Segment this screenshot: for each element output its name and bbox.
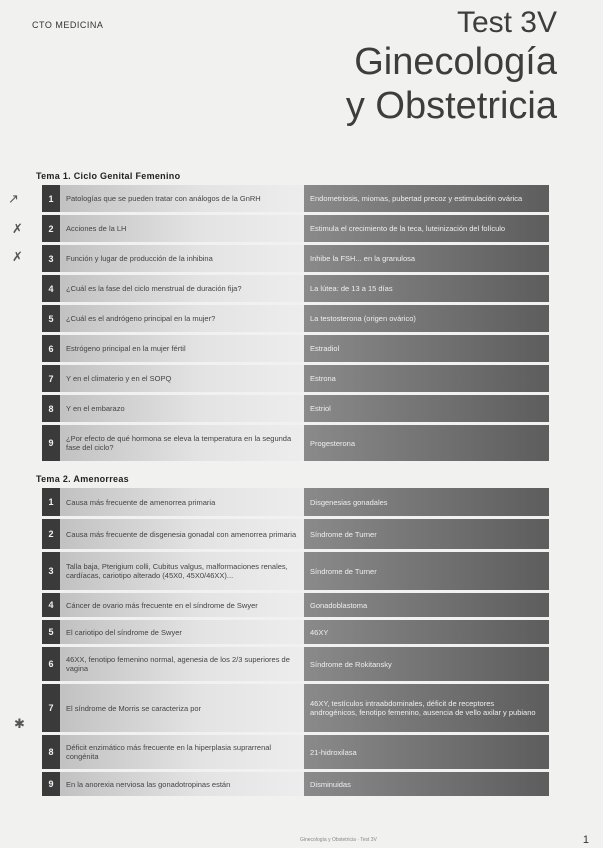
answer-cell: La lútea: de 13 a 15 días [304,275,549,302]
question-number: 4 [42,275,60,302]
question-number: 2 [42,215,60,242]
question-text: El cariotipo del síndrome de Swyer [66,627,182,637]
qa-table-tema-1 [42,185,549,464]
question-number: 9 [42,772,60,796]
question-number: 2 [42,519,60,549]
question-number: 7 [42,365,60,392]
question-number: 8 [42,735,60,769]
section-title-tema-2: Tema 2. Amenorreas [36,474,129,484]
handwritten-arrow-mark: ↗ [8,192,19,207]
question-text: Causa más frecuente de amenorrea primaria [66,497,216,507]
question-cell [42,772,304,796]
qa-row [42,772,549,796]
question-cell [42,275,304,302]
question-text: ¿Cuál es el andrógeno principal en la mujer? [66,314,216,323]
qa-row [42,275,549,302]
answer-cell: Síndrome de Turner [304,519,549,549]
qa-row [42,684,549,732]
handwritten-asterisk-mark: ✱ [14,717,25,732]
question-cell [42,185,304,212]
question-cell [42,620,304,644]
handwritten-x-mark: ✗ [12,222,23,237]
question-number: 4 [42,593,60,617]
footer-text: Ginecología y Obstetricia · Test 3V [300,837,377,843]
answer-cell: Estimula el crecimiento de la teca, luteinización del folículo [304,215,549,242]
section-title-tema-1: Tema 1. Ciclo Genital Femenino [36,171,181,181]
answer-cell: 46XY [304,620,549,644]
title-line-2: Ginecología [354,41,557,83]
question-text: 46XX, fenotipo femenino normal, agenesia de los 2/3 superiores de vagina [66,655,290,673]
qa-row [42,620,549,644]
answer-cell: Estrona [304,365,549,392]
question-number: 5 [42,305,60,332]
question-number: 3 [42,245,60,272]
title-line-3: y Obstetricia [345,85,557,127]
qa-row [42,335,549,362]
publisher-label: CTO MEDICINA [32,20,104,30]
answer-cell: Disminuidas [304,772,549,796]
answer-cell: Endometriosis, miomas, pubertad precoz y estimulación ovárica [304,185,549,212]
question-cell [42,552,304,590]
question-text: El síndrome de Morris se caracteriza por [66,703,202,713]
qa-row [42,552,549,590]
question-cell [42,365,304,392]
question-cell [42,395,304,422]
question-number: 3 [42,552,60,590]
question-cell [42,245,304,272]
answer-cell: Progesterona [304,425,549,461]
question-number: 1 [42,185,60,212]
question-text: Y en el climaterio y en el SOPQ [66,374,172,383]
question-number: 9 [42,425,60,461]
qa-row [42,365,549,392]
answer-cell: La testosterona (origen ovárico) [304,305,549,332]
question-text: Función y lugar de producción de la inhibina [66,254,213,263]
question-number: 6 [42,647,60,681]
question-text: Talla baja, Pterigium colli, Cubitus valgus, malformaciones renales, cardíacas, cariotipo alterado (45X0, 45X0/46XX)... [66,562,288,580]
answer-cell: Gonadoblastoma [304,593,549,617]
answer-cell: 21-hidroxilasa [304,735,549,769]
qa-row [42,305,549,332]
question-text: ¿Cuál es la fase del ciclo menstrual de duración fija? [66,284,242,293]
question-cell [42,425,304,461]
answer-cell: Síndrome de Rokitansky [304,647,549,681]
question-cell [42,735,304,769]
question-text: Déficit enzimático más frecuente en la hiperplasia suprarrenal congénita [66,743,272,761]
qa-row [42,185,549,212]
question-number: 1 [42,488,60,516]
answer-cell: Disgenesias gonadales [304,488,549,516]
qa-row [42,593,549,617]
question-cell [42,335,304,362]
qa-row [42,395,549,422]
question-text: Y en el embarazo [66,404,125,413]
answer-cell: Estradiol [304,335,549,362]
title-line-1: Test 3V [456,6,557,39]
answer-cell: Inhibe la FSH... en la granulosa [304,245,549,272]
question-cell [42,215,304,242]
question-cell [42,305,304,332]
qa-row [42,647,549,681]
question-text: En la anorexia nerviosa las gonadotropinas están [66,779,231,789]
page-number: 1 [582,834,589,846]
question-number: 6 [42,335,60,362]
question-cell [42,647,304,681]
qa-row [42,519,549,549]
document-title [346,6,557,128]
question-text: Patologías que se pueden tratar con análogos de la GnRH [66,194,261,203]
qa-row [42,488,549,516]
question-text: Cáncer de ovario más frecuente en el síndrome de Swyer [66,600,258,610]
qa-row [42,735,549,769]
question-text: Causa más frecuente de disgenesia gonadal con amenorrea primaria [66,529,297,539]
question-text: Acciones de la LH [66,224,127,233]
handwritten-x-mark: ✗ [12,250,23,265]
answer-cell: 46XY, testículos intraabdominales, déficit de receptores androgénicos, fenotipo femenino, ausencia de vello axilar y pubiano [304,684,549,732]
qa-row [42,425,549,461]
answer-cell: Síndrome de Turner [304,552,549,590]
question-cell [42,519,304,549]
answer-cell: Estriol [304,395,549,422]
qa-row [42,245,549,272]
question-cell [42,684,304,732]
qa-table-tema-2 [42,488,549,799]
question-text: Estrógeno principal en la mujer fértil [66,344,186,353]
question-number: 8 [42,395,60,422]
question-cell [42,488,304,516]
question-number: 7 [42,684,60,732]
question-text: ¿Por efecto de qué hormona se eleva la temperatura en la segunda fase del ciclo? [66,434,292,452]
qa-row [42,215,549,242]
question-number: 5 [42,620,60,644]
question-cell [42,593,304,617]
